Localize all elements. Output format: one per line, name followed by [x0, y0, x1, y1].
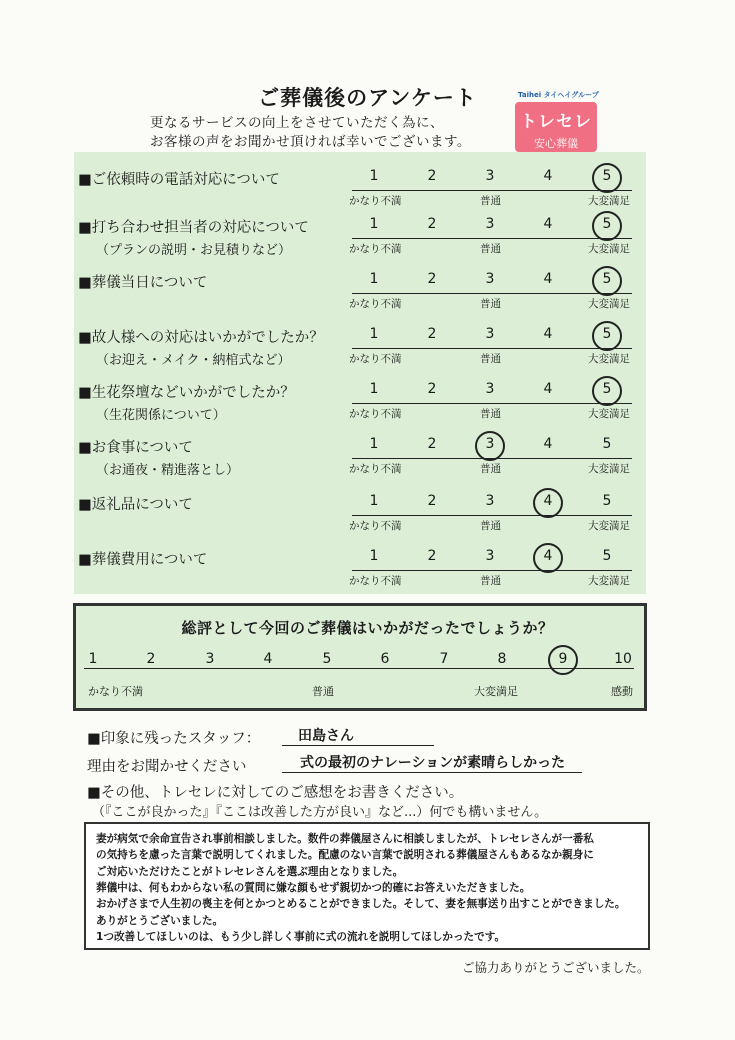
scale-low-label: かなり不満	[349, 575, 402, 587]
question-label: ■お食事について	[78, 440, 193, 456]
overall-option-7[interactable]: 7	[439, 651, 449, 667]
overall-option-3[interactable]: 3	[205, 651, 215, 667]
scale-high-label: 大変満足	[588, 408, 630, 420]
rating-option-4[interactable]: 4	[543, 216, 553, 232]
scale-mid-label: 普通	[480, 195, 501, 207]
scale-low-label: かなり不満	[349, 408, 402, 420]
scale-mid-label: 普通	[480, 575, 501, 587]
scale-high-label: 大変満足	[588, 353, 630, 365]
brand-logo	[515, 102, 597, 152]
rating-option-2[interactable]: 2	[427, 493, 437, 509]
selected-rating-circle	[592, 321, 622, 351]
page-title: ご葬儀後のアンケート	[258, 86, 477, 110]
scale-line	[352, 348, 632, 349]
scale-line	[352, 190, 632, 191]
rating-option-3[interactable]: 3	[485, 271, 495, 287]
rating-option-3[interactable]: 3	[485, 381, 495, 397]
question-label: ■故人様への対応はいかがでしたか？	[78, 330, 324, 346]
rating-option-3[interactable]: 3	[485, 548, 495, 564]
rating-option-4[interactable]: 4	[543, 548, 553, 564]
scale-high-label: 大変満足	[588, 463, 630, 475]
selected-rating-circle	[592, 211, 622, 241]
rating-option-1[interactable]: 1	[369, 326, 379, 342]
rating-option-5[interactable]: 5	[602, 548, 612, 564]
intro-line-1: 更なるサービスの向上をさせていただく為に、	[150, 115, 444, 131]
overall-option-9[interactable]: 9	[558, 651, 568, 667]
scale-high-label: 大変満足	[588, 575, 630, 587]
rating-option-5[interactable]: 5	[602, 271, 612, 287]
rating-option-3[interactable]: 3	[485, 493, 495, 509]
scale-high-label: 大変満足	[588, 243, 630, 255]
question-sublabel: （生花関係について）	[96, 408, 226, 423]
scale-mid-label: 普通	[480, 520, 501, 532]
scale-high-label: 大変満足	[588, 520, 630, 532]
scale-mid-label: 普通	[480, 243, 501, 255]
rating-option-3[interactable]: 3	[485, 216, 495, 232]
selected-rating-circle	[533, 543, 563, 573]
rating-option-5[interactable]: 5	[602, 436, 612, 452]
overall-low-label: かなり不満	[88, 685, 143, 698]
overall-selected-circle	[548, 645, 578, 675]
selected-rating-circle	[592, 376, 622, 406]
rating-option-2[interactable]: 2	[427, 168, 437, 184]
overall-option-6[interactable]: 6	[380, 651, 390, 667]
rating-option-1[interactable]: 1	[369, 436, 379, 452]
overall-question: 総評として今回のご葬儀はいかがだったでしょうか？	[181, 619, 554, 637]
rating-option-4[interactable]: 4	[543, 436, 553, 452]
scale-low-label: かなり不満	[349, 243, 402, 255]
rating-option-3[interactable]: 3	[485, 168, 495, 184]
overall-option-1[interactable]: 1	[88, 651, 98, 667]
scale-low-label: かなり不満	[349, 195, 402, 207]
scale-high-label: 大変満足	[588, 195, 630, 207]
rating-option-4[interactable]: 4	[543, 493, 553, 509]
rating-option-1[interactable]: 1	[369, 168, 379, 184]
staff-underline	[282, 745, 434, 746]
comments-heading: ■その他、トレセレに対してのご感想をお書きください。	[87, 785, 464, 801]
scale-mid-label: 普通	[480, 353, 501, 365]
comment-line: 妻が病気で余命宣告され事前相談しました。数件の葬儀屋さんに相談しましたが、トレセレさんが一番私	[96, 833, 594, 845]
overall-option-10[interactable]: 10	[614, 651, 632, 667]
rating-option-5[interactable]: 5	[602, 326, 612, 342]
thanks-text: ご協力ありがとうございました。	[462, 960, 650, 975]
intro-line-2: お客様の声をお聞かせ頂ければ幸いでございます。	[150, 134, 471, 150]
rating-option-4[interactable]: 4	[543, 271, 553, 287]
comment-line: 1つ改善してほしいのは、もう少し詳しく事前に式の流れを説明してほしかったです。	[96, 930, 506, 943]
overall-top-label: 感動	[611, 685, 633, 698]
rating-option-4[interactable]: 4	[543, 381, 553, 397]
rating-option-2[interactable]: 2	[427, 216, 437, 232]
scale-mid-label: 普通	[480, 463, 501, 475]
rating-option-4[interactable]: 4	[543, 326, 553, 342]
overall-option-8[interactable]: 8	[497, 651, 507, 667]
scale-low-label: かなり不満	[349, 463, 402, 475]
rating-option-5[interactable]: 5	[602, 216, 612, 232]
comments-subheading: （『ここが良かった』『ここは改善した方が良い』など...）何でも構いません。	[92, 805, 548, 820]
question-sublabel: （お迎え・メイク・納棺式など）	[96, 353, 291, 368]
scale-mid-label: 普通	[480, 408, 501, 420]
rating-option-2[interactable]: 2	[427, 548, 437, 564]
rating-option-4[interactable]: 4	[543, 168, 553, 184]
overall-mid-label: 普通	[312, 685, 334, 698]
rating-option-2[interactable]: 2	[427, 381, 437, 397]
scale-line	[352, 293, 632, 294]
scale-line	[352, 238, 632, 239]
logo-main-text: トレセレ	[520, 112, 592, 132]
logo-group-text: Taihei タイヘイグループ	[518, 91, 599, 99]
question-label: ■打ち合わせ担当者の対応について	[78, 220, 309, 236]
comment-line: 葬儀中は、何もわからない私の質問に嫌な顔もせず親切かつ的確にお答えいただきました。	[96, 881, 531, 894]
rating-option-1[interactable]: 1	[369, 548, 379, 564]
overall-option-2[interactable]: 2	[146, 651, 156, 667]
question-sublabel: （プランの説明・お見積りなど）	[96, 243, 292, 258]
rating-option-5[interactable]: 5	[602, 493, 612, 509]
rating-option-1[interactable]: 1	[369, 493, 379, 509]
question-label: ■生花祭壇などいかがでしたか？	[78, 385, 295, 401]
rating-option-1[interactable]: 1	[369, 271, 379, 287]
rating-option-5[interactable]: 5	[602, 381, 612, 397]
question-label: ■返礼品について	[78, 497, 193, 513]
comment-line: ありがとうございました。	[96, 914, 224, 927]
scale-mid-label: 普通	[480, 298, 501, 310]
selected-rating-circle	[533, 488, 563, 518]
comment-line: ご対応いただけたことがトレセレさんを選ぶ理由となりました。	[96, 865, 404, 878]
question-label: ■葬儀費用について	[78, 552, 208, 568]
selected-rating-circle	[475, 431, 505, 461]
scale-low-label: かなり不満	[349, 298, 402, 310]
scale-line	[352, 403, 632, 404]
rating-option-3[interactable]: 3	[485, 436, 495, 452]
scale-low-label: かなり不満	[349, 520, 402, 532]
staff-label: ■印象に残ったスタッフ：	[87, 731, 261, 747]
selected-rating-circle	[592, 163, 622, 193]
comment-line: おかげさまで人生初の喪主を何とかつとめることができました。そして、妻を無事送り出すことができました。	[96, 898, 626, 911]
rating-option-2[interactable]: 2	[427, 436, 437, 452]
scale-line	[352, 570, 632, 571]
question-sublabel: （お通夜・精進落とし）	[96, 463, 240, 478]
comment-line: の気持ちを慮った言葉で説明してくれました。配慮のない言葉で説明される葬儀屋さんもあるなか親身に	[96, 849, 594, 862]
scale-line	[352, 515, 632, 516]
scale-high-label: 大変満足	[588, 298, 630, 310]
reason-value: 式の最初のナレーションが素晴らしかった	[300, 755, 566, 771]
rating-option-2[interactable]: 2	[427, 271, 437, 287]
rating-option-2[interactable]: 2	[427, 326, 437, 342]
rating-option-5[interactable]: 5	[602, 168, 612, 184]
reason-label: 理由をお聞かせください	[87, 759, 247, 775]
rating-option-1[interactable]: 1	[369, 216, 379, 232]
selected-rating-circle	[592, 266, 622, 296]
rating-option-3[interactable]: 3	[485, 326, 495, 342]
overall-option-5[interactable]: 5	[322, 651, 332, 667]
question-label: ■葬儀当日について	[78, 275, 208, 291]
overall-high-label: 大変満足	[474, 685, 518, 698]
staff-value: 田島さん	[298, 728, 354, 744]
rating-option-1[interactable]: 1	[369, 381, 379, 397]
scale-low-label: かなり不満	[349, 353, 402, 365]
reason-underline	[282, 772, 582, 773]
question-label: ■ご依頼時の電話対応について	[78, 172, 280, 188]
overall-option-4[interactable]: 4	[263, 651, 273, 667]
logo-sub-text: 安心葬儀	[534, 137, 578, 150]
